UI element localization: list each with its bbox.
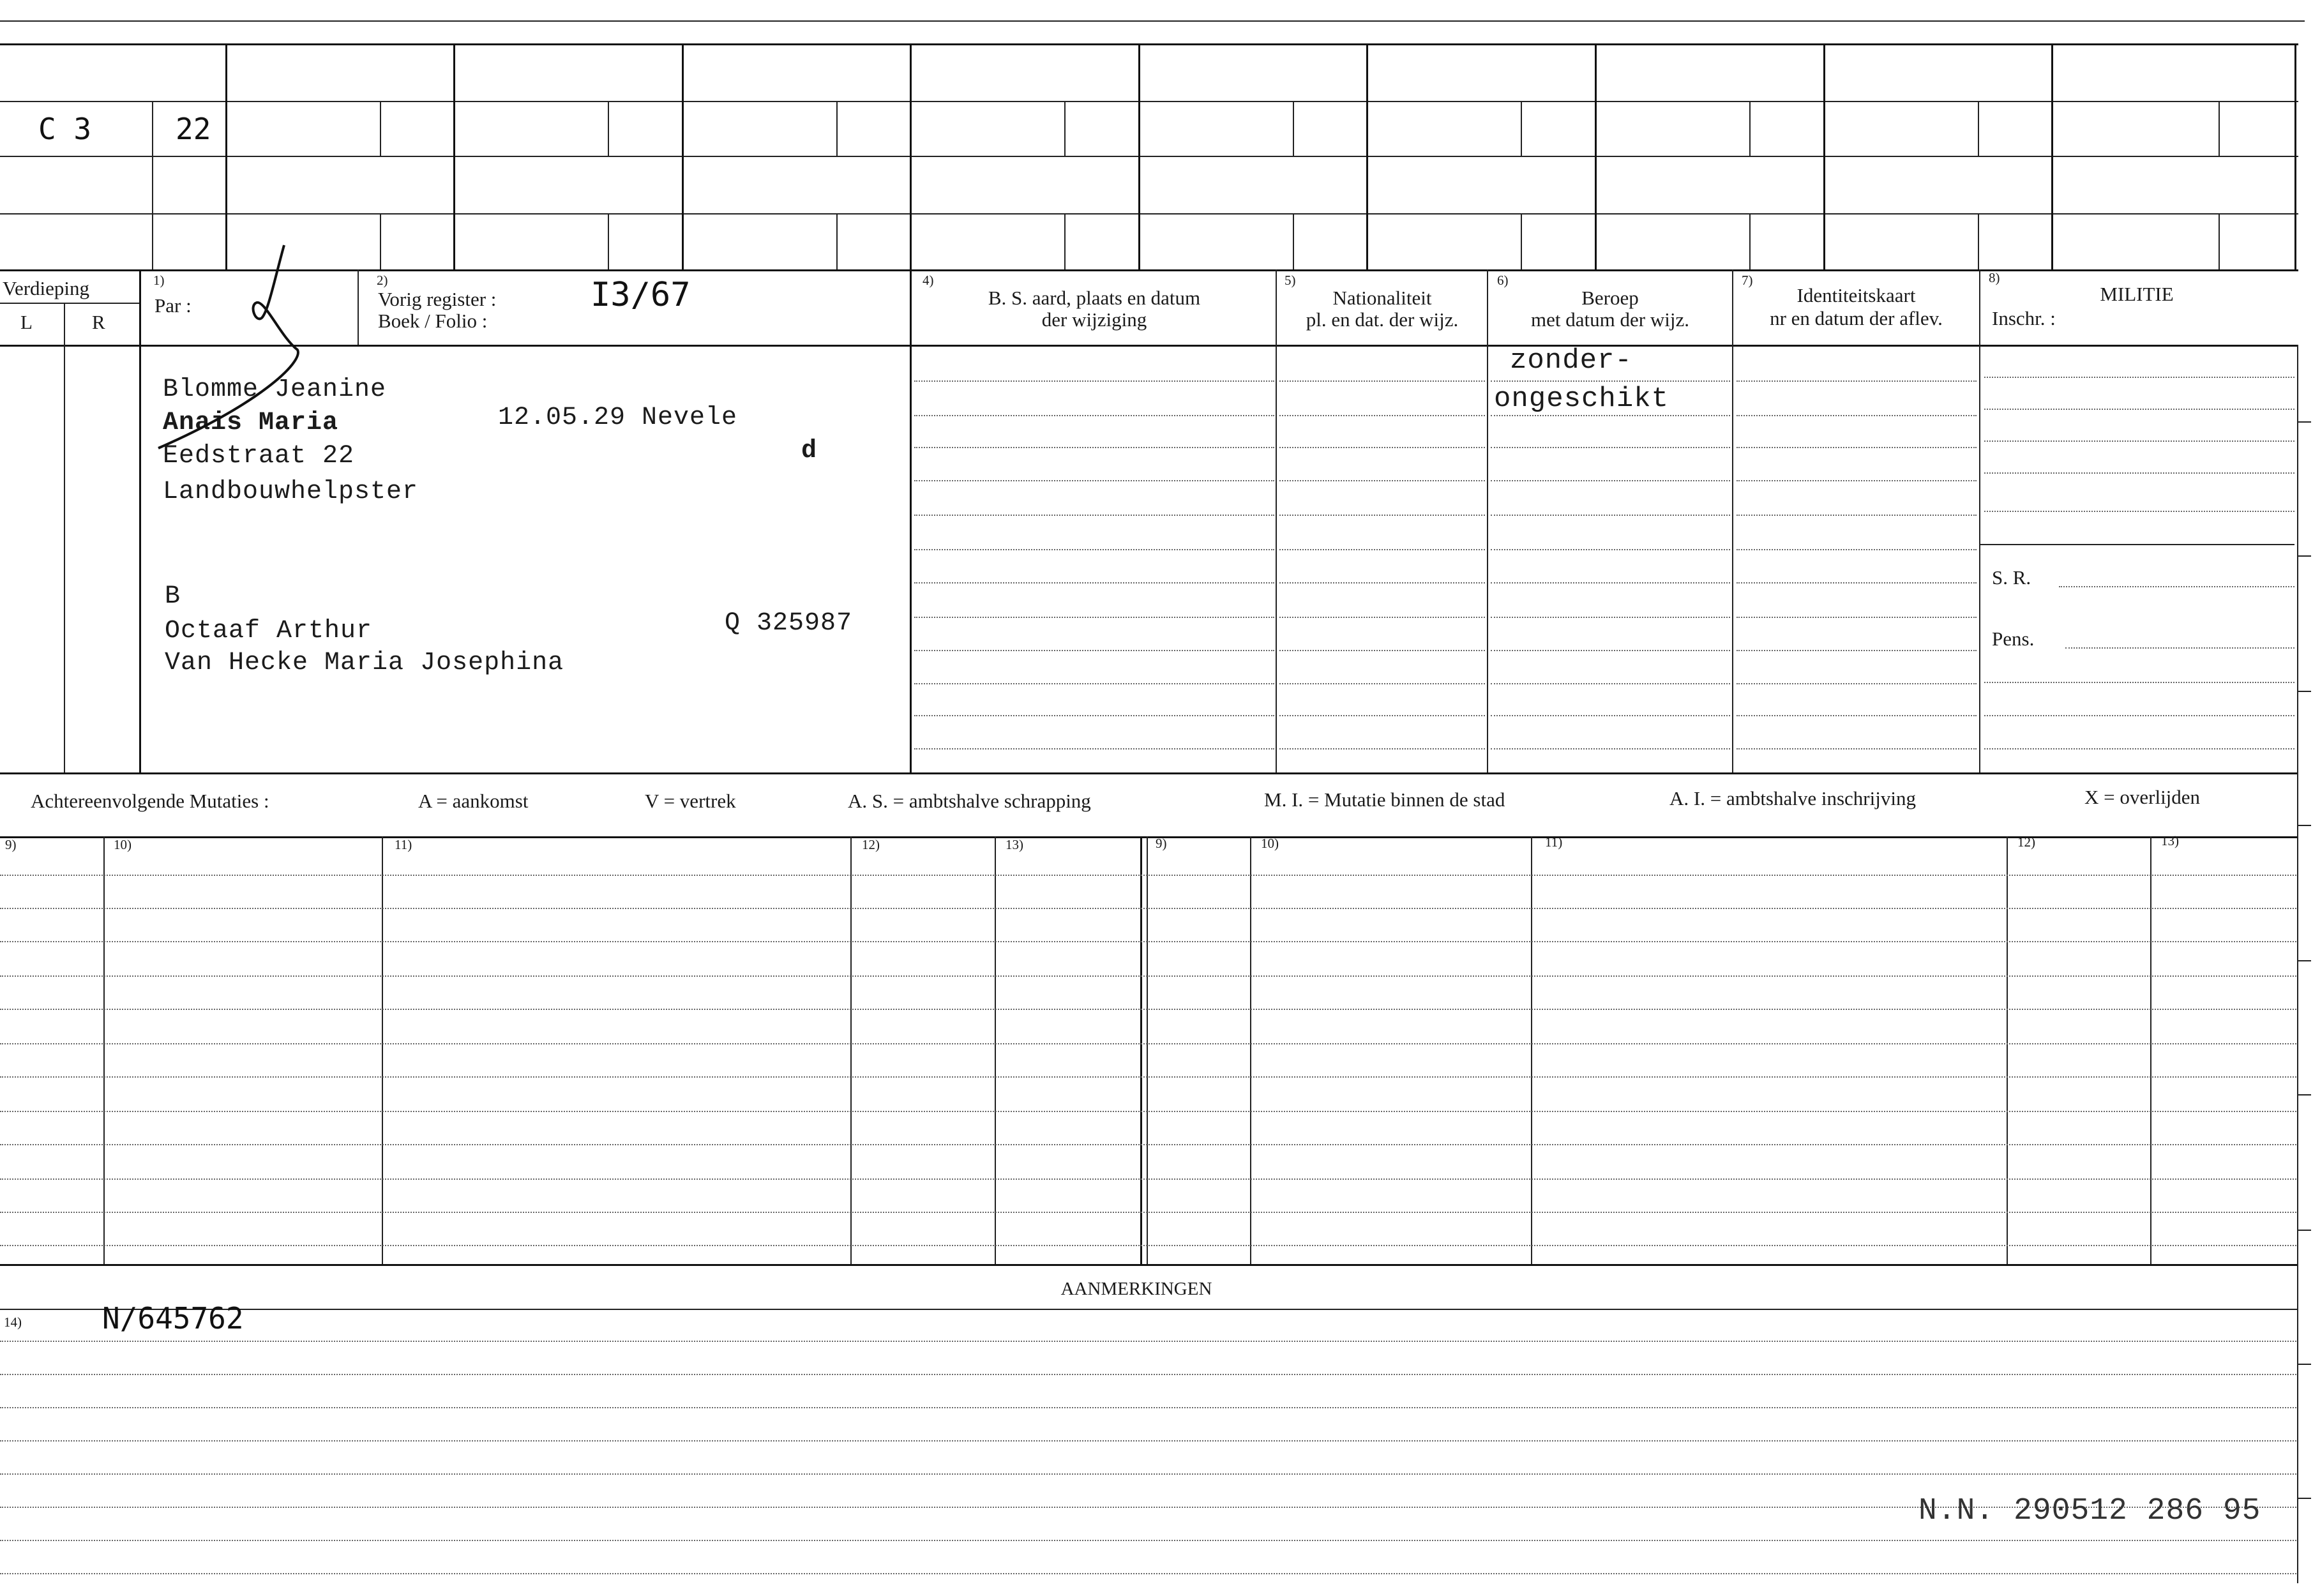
beroep-number: 6): [1497, 273, 1509, 288]
mutaties-title: Achtereenvolgende Mutaties :: [31, 790, 269, 812]
col-11-right: 11): [1545, 834, 1563, 850]
beroep-label: Beroep: [1581, 287, 1639, 309]
identiteitskaart-number: 7): [1742, 273, 1753, 288]
person-given-names: Anais Maria: [163, 409, 339, 437]
beroep-value-1: zonder-: [1510, 345, 1632, 377]
verdieping-label: Verdieping: [3, 277, 90, 299]
vorig-register-label: Vorig register :: [378, 288, 497, 310]
father-code: Q 325987: [725, 609, 853, 638]
aanmerkingen-value: N/645762: [102, 1301, 244, 1336]
pens-label: Pens.: [1992, 628, 2035, 650]
aanmerkingen-number: 14): [4, 1314, 22, 1330]
aanmerkingen-title: AANMERKINGEN: [1060, 1279, 1212, 1299]
mother-name: Van Hecke Maria Josephina: [165, 649, 564, 677]
nationaliteit-label: Nationaliteit: [1332, 287, 1432, 309]
person-name: Blomme Jeanine: [163, 375, 387, 404]
col-13-left: 13): [1006, 837, 1023, 852]
vorig-register-number: 2): [377, 273, 388, 288]
identiteitskaart-label: Identiteitskaart: [1797, 284, 1916, 306]
militie-number: 8): [1989, 270, 2000, 285]
militie-label: MILITIE: [2100, 283, 2174, 305]
person-occupation: Landbouwhelpster: [163, 478, 419, 506]
code-22: 22: [176, 112, 211, 146]
bs-label-2: der wijziging: [1041, 308, 1147, 331]
nn-number: N.N. 290512 286 95: [1918, 1494, 2261, 1528]
col-9-right: 9): [1156, 836, 1167, 851]
vorig-register-value: I3/67: [591, 276, 691, 314]
father-name: Octaaf Arthur: [165, 617, 373, 645]
verdieping-right: R: [92, 311, 105, 333]
mutatie-mi: M. I. = Mutatie binnen de stad: [1264, 788, 1505, 811]
col-12-right: 12): [2017, 834, 2035, 850]
par-signature-mark: [153, 241, 306, 458]
person-birth: 12.05.29 Nevele: [498, 403, 738, 432]
nationaliteit-label-2: pl. en dat. der wijz.: [1306, 308, 1459, 331]
sr-label: S. R.: [1992, 566, 2031, 589]
parents-marker: B: [165, 582, 181, 611]
beroep-value-2: ongeschikt: [1494, 383, 1669, 415]
par-label: Par :: [154, 294, 192, 317]
col-10-left: 10): [114, 837, 132, 852]
mutatie-v: V = vertrek: [645, 790, 736, 812]
code-c3: C 3: [38, 112, 92, 146]
boek-folio-label: Boek / Folio :: [378, 310, 488, 332]
mutatie-ai: A. I. = ambtshalve inschrijving: [1669, 787, 1916, 809]
par-number: 1): [153, 273, 165, 288]
col-9-left: 9): [5, 837, 17, 852]
col-11-left: 11): [395, 837, 412, 852]
nationaliteit-number: 5): [1285, 273, 1296, 288]
person-address: Eedstraat 22: [163, 442, 355, 471]
mutatie-x: X = overlijden: [2084, 786, 2201, 808]
col-12-left: 12): [862, 837, 880, 852]
mutatie-a: A = aankomst: [418, 790, 529, 812]
col-10-right: 10): [1261, 836, 1279, 851]
bs-number: 4): [923, 273, 934, 288]
identiteitskaart-label-2: nr en datum der aflev.: [1770, 307, 1943, 329]
inschr-label: Inschr. :: [1992, 307, 2056, 329]
verdieping-left: L: [20, 311, 33, 333]
person-marker: d: [801, 437, 818, 465]
beroep-label-2: met datum der wijz.: [1531, 308, 1689, 331]
bs-label: B. S. aard, plaats en datum: [988, 287, 1201, 309]
mutatie-as: A. S. = ambtshalve schrapping: [848, 790, 1091, 812]
col-13-right: 13): [2161, 833, 2179, 848]
